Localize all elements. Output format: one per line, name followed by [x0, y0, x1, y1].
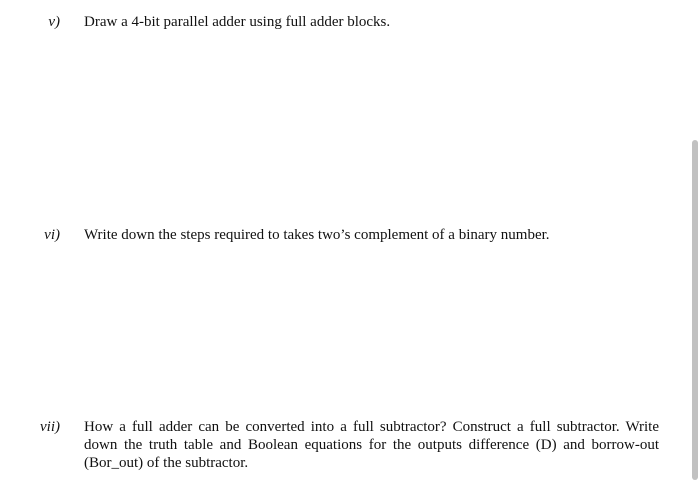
question-text: Draw a 4-bit parallel adder using full adder blocks.	[84, 14, 391, 30]
question-number: vii)	[40, 419, 60, 435]
scrollbar-thumb[interactable]	[692, 140, 698, 480]
question-number: vi)	[44, 227, 60, 243]
question-text: How a full adder can be converted into a full subtractor? Construct a full subtractor. Write down the truth table and Boolean equations for the outputs difference (D) and borrow-out (Bor_out) of the subtractor.	[84, 419, 659, 471]
vertical-scrollbar[interactable]	[690, 0, 700, 480]
question-text: Write down the steps required to takes two’s complement of a binary number.	[84, 227, 550, 243]
question-number: v)	[48, 14, 60, 30]
